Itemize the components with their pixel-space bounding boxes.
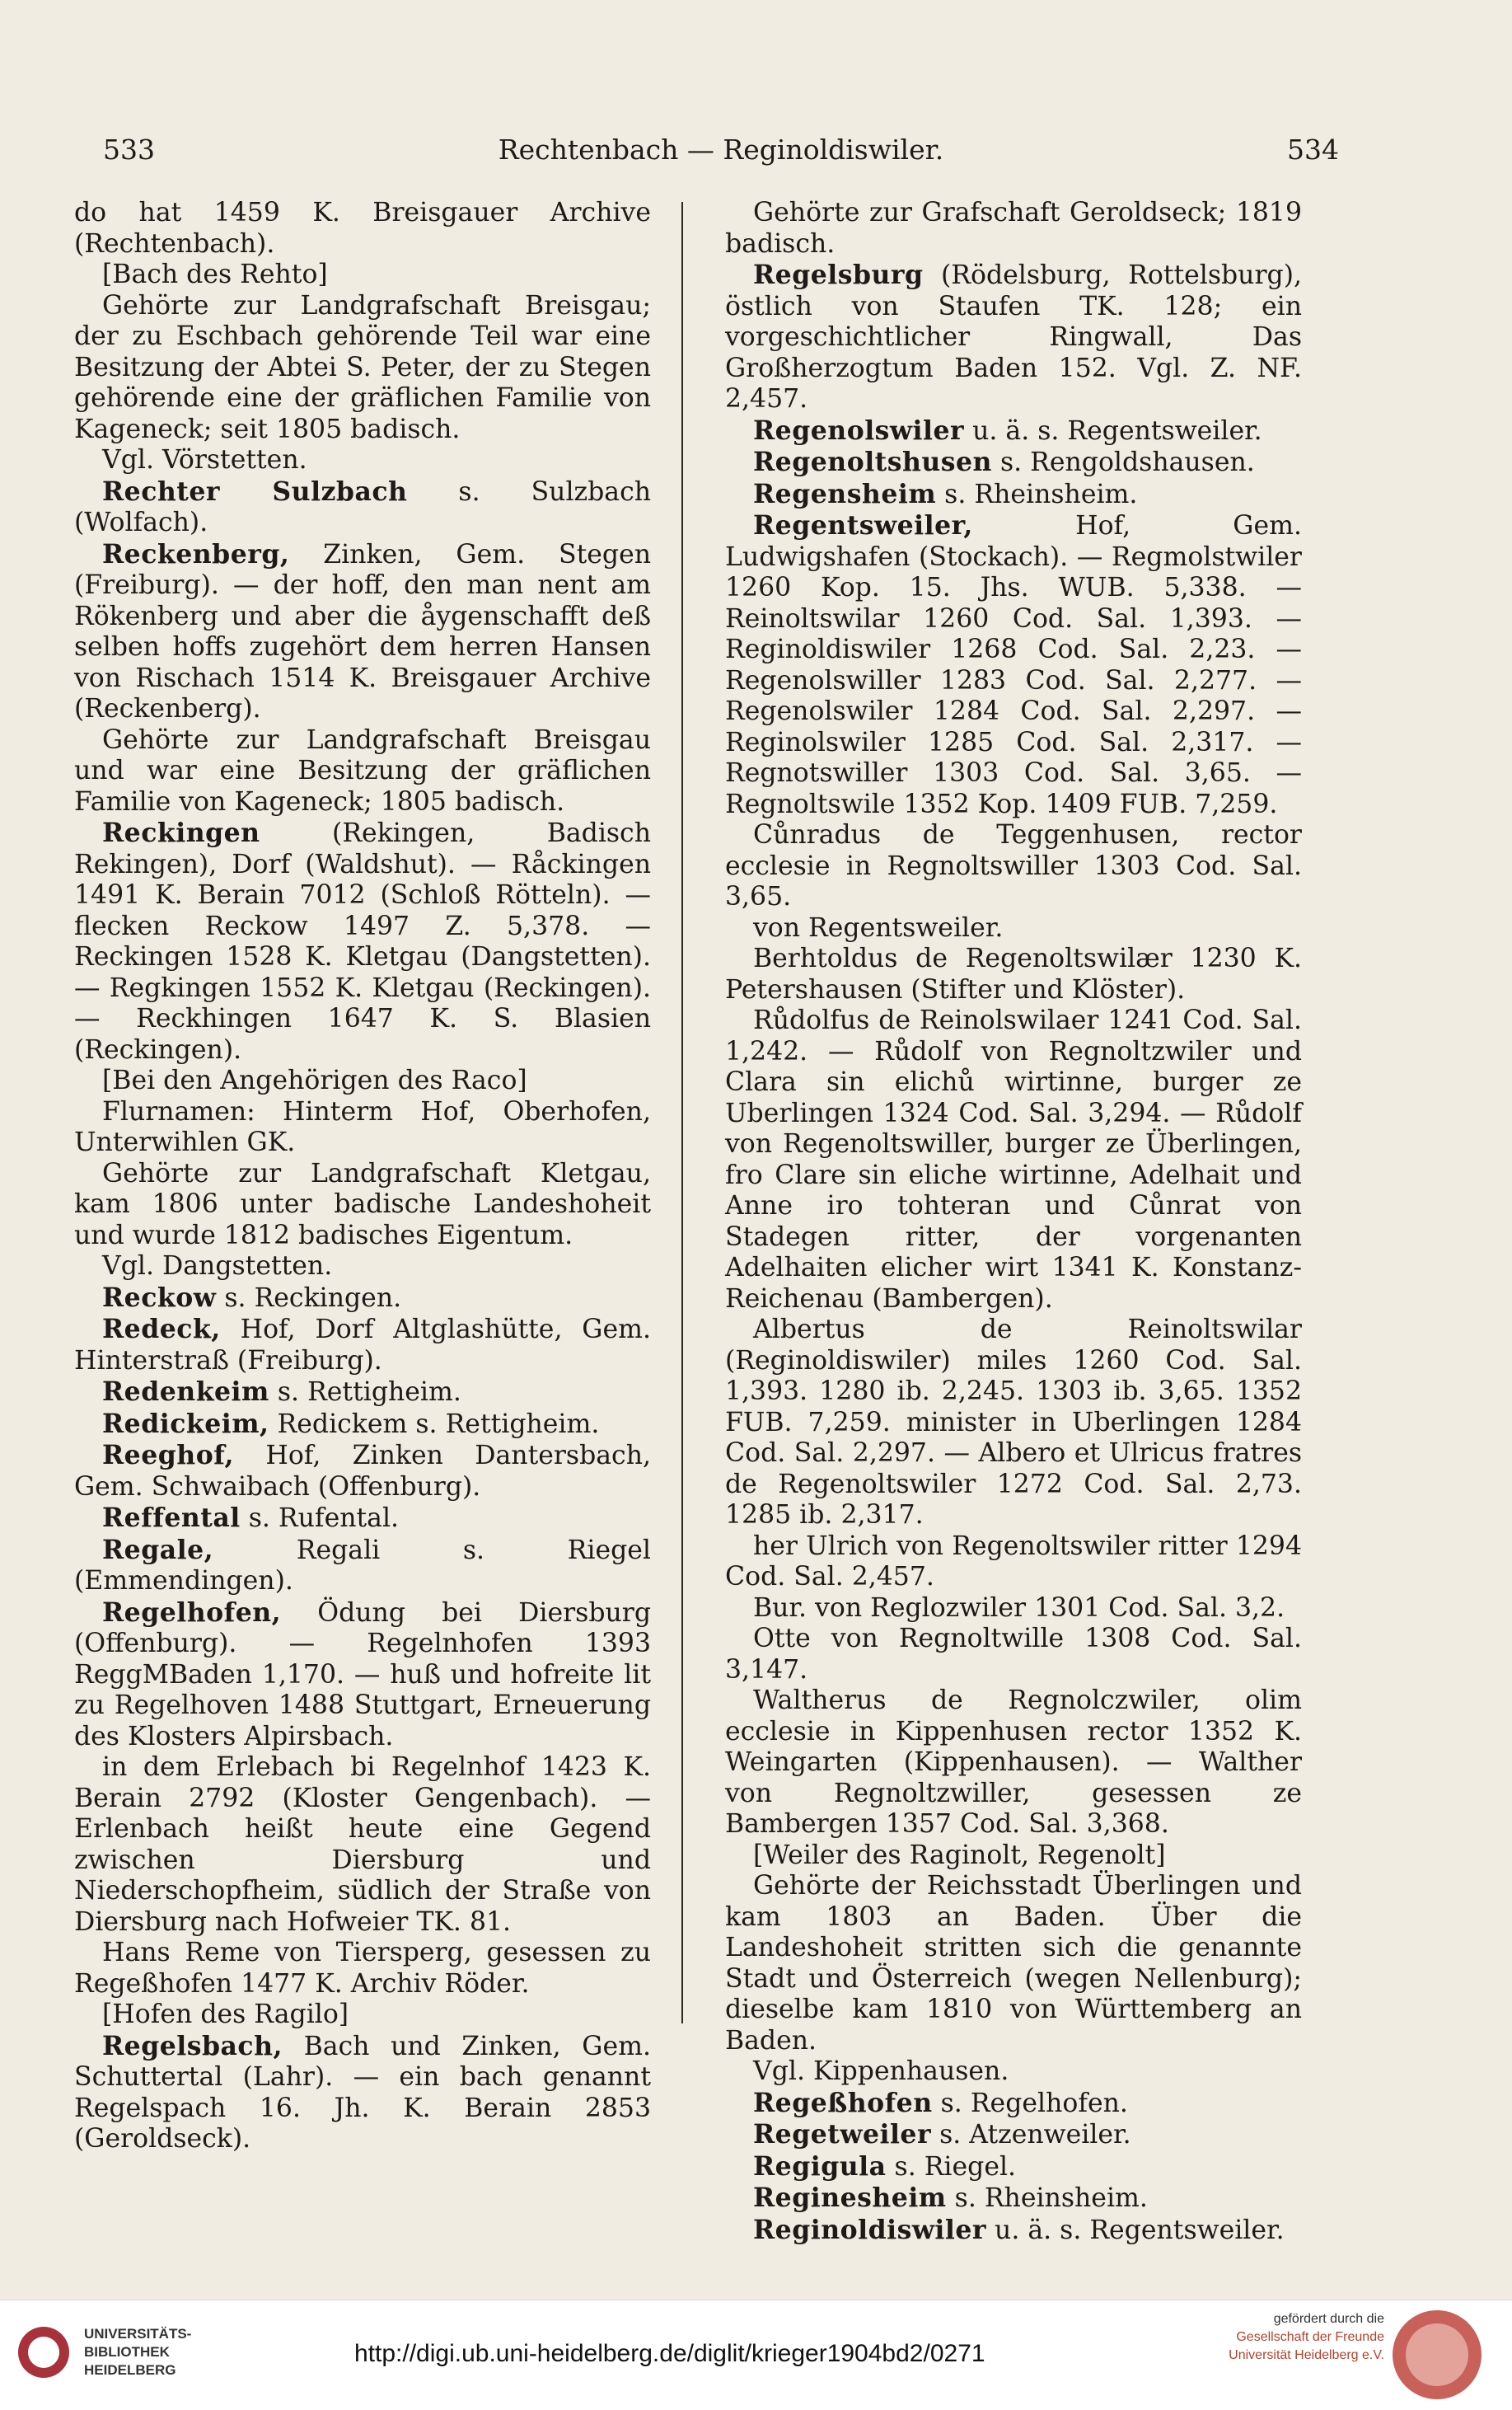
entry (74, 1314, 651, 1376)
paragraph: Růdolfus de Reinolswilaer 1241 Cod. Sal. 1,242. — Růdolf von Regnoltzwiler und Clara sin elichů wirtinne, burger ze Uberlingen 1324 Cod. Sal. 3,294. — Růdolf von Regenoltswiller, burger ze Überlingen, fro Clare sin eliche wirtinne, Adelhait und Anne iro tohteran und Cůnrat von Stadegen ritter, der vorgenanten Adelhaiten elicher wirt 1341 K. Konstanz-Reichenau (Bambergen). (725, 1006, 1302, 1314)
permalink-url[interactable]: http://digi.ub.uni-heidelberg.de/diglit/krieger1904bd2/0271 (354, 2340, 985, 2367)
column-divider (681, 202, 683, 2023)
paragraph: Otte von Regnoltwille 1308 Cod. Sal. 3,147. (725, 1624, 1302, 1685)
paragraph: in dem Erlebach bi Regelnhof 1423 K. Berain 2792 (Kloster Gengenbach). — Erlenbach heißt heute eine Gegend zwischen Diersburg und Niederschopfheim, südlich der Straße von Diersburg nach Hofweier TK. 81. (74, 1752, 651, 1937)
paragraph: [Bei den Angehörigen des Raco] (102, 1066, 527, 1095)
entry-text: s. Atzenweiler. (931, 2120, 1131, 2150)
page-header (103, 134, 1339, 173)
entry-headword: Regelsburg (753, 260, 924, 290)
entry-text: Hof, Gem. Ludwigshafen (Stockach). — Regmolstwiler 1260 Kop. 15. Jhs. WUB. 5,338. — Reinoltswilar 1260 Cod. Sal. 1,393. — Reginoldiswiler 1268 Cod. Sal. 2,23. — Regenolswiller 1283 Cod. Sal. 2,277. — Regenolswiler 1284 Cod. Sal. 2,297. — Reginolswiler 1285 Cod. Sal. 2,317. — Regnotswiller 1303 Cod. Sal. 3,65. — Regnoltswile 1352 Kop. 1409 FUB. 7,259. (725, 511, 1302, 819)
entry-text: s. Sulzbach (Wolfach). (74, 476, 651, 537)
paragraph: [Bach des Rehto] (102, 260, 328, 289)
entry-headword: Reckow (102, 1282, 217, 1313)
entry-text: u. ä. s. Regentsweiler. (986, 2215, 1285, 2245)
sponsor-text: gefördert durch die Gesellschaft der Freunde Universität Heidelberg e.V. (1229, 2312, 1384, 2362)
entry-headword: Reffental (102, 1503, 241, 1533)
entry-text: s. Rettigheim. (269, 1377, 461, 1407)
entry (74, 476, 651, 539)
entry (725, 447, 1302, 479)
entry-headword: Regenolswiler (753, 415, 965, 446)
entry-headword: Regigula (753, 2150, 887, 2182)
entry-headword: Regeßhofen (753, 2087, 933, 2118)
entry-headword: Rechter Sulzbach (102, 476, 408, 507)
entry (725, 415, 1302, 448)
entry-headword: Reginesheim (753, 2183, 947, 2213)
entry (725, 2119, 1302, 2151)
university-library-logo-icon (18, 2327, 69, 2378)
entry-headword: Regale, (102, 1534, 214, 1565)
entry-headword: Redickeim, (102, 1408, 269, 1439)
entry-headword: Reginoldiswiler (753, 2214, 987, 2245)
entry-headword: Reeghof, (102, 1440, 235, 1470)
entry (725, 510, 1302, 820)
university-seal-icon (1393, 2310, 1482, 2399)
entry (74, 1282, 651, 1315)
entry (74, 1597, 651, 1753)
entry (74, 1440, 651, 1503)
paragraph: Flurnamen: Hinterm Hof, Oberhofen, Unterwihlen GK. (74, 1096, 651, 1157)
entry (74, 1503, 651, 1535)
entry-text: Redickem s. Rettigheim. (269, 1409, 600, 1439)
entry-headword: Reckenberg, (102, 538, 290, 570)
paragraph: Gehörte zur Landgrafschaft Breisgau und war eine Besitzung der gräflichen Familie von Kageneck; 1805 badisch. (74, 724, 651, 817)
paragraph: do hat 1459 K. Breisgauer Archive (Rechtenbach). (74, 198, 651, 259)
entry-text: Regali s. Riegel (Emmendingen). (74, 1535, 651, 1596)
entry-headword: Regetweiler (753, 2119, 932, 2150)
entry (725, 479, 1302, 511)
entry (74, 2031, 651, 2155)
paragraph: Vgl. Dangstetten. (102, 1251, 333, 1281)
entry-headword: Regelhofen, (102, 1597, 282, 1628)
page-number-left: 533 (103, 134, 155, 166)
entry-text: s. Rheinsheim. (946, 2183, 1148, 2213)
library-name: UNIVERSITÄTS- BIBLIOTHEK HEIDELBERG (84, 2326, 192, 2378)
entry-headword: Regelsbach, (102, 2030, 283, 2061)
entry (74, 1376, 651, 1409)
entry-headword: Redenkeim (102, 1376, 269, 1407)
paragraph: Gehörte zur Landgrafschaft Breisgau; der zu Eschbach gehörende Teil war eine Besitzung der Abtei S. Peter, der zu Stegen gehörende eine der gräflichen Familie von Kageneck; seit 1805 badisch. (74, 290, 651, 444)
entry (74, 818, 651, 1066)
paragraph: her Ulrich von Regenoltswiler ritter 1294 Cod. Sal. 2,457. (725, 1531, 1302, 1592)
paragraph: Hans Reme von Tiersperg, gesessen zu Regeßhofen 1477 K. Archiv Röder. (74, 1938, 651, 1999)
entry-headword: Reckingen (102, 818, 260, 848)
entry-text: Zinken, Gem. Stegen (Freiburg). — der hoff, den man nent am Rökenberg und aber die åygenschafft deß selben hoffs zugehört dem herren Hansen von Rischach 1514 K. Breisgauer Archive (Reckenberg). (74, 539, 651, 724)
footer-bar (0, 2300, 1512, 2410)
running-title: Rechtenbach — Reginoldiswiler. (498, 134, 944, 166)
paragraph: Albertus de Reinoltswilar (Reginoldiswiler) miles 1260 Cod. Sal. 1,393. 1280 ib. 2,245. 1303 ib. 3,65. 1352 FUB. 7,259. minister in Uberlingen 1284 Cod. Sal. 2,297. — Albero et Ulricus fratres de Regenoltswiler 1272 Cod. Sal. 2,73. 1285 ib. 2,317. (725, 1315, 1302, 1530)
entry-text: s. Rheinsheim. (936, 479, 1138, 509)
paragraph: [Weiler des Raginolt, Regenolt] (753, 1840, 1166, 1870)
page-number-right: 534 (1287, 134, 1339, 166)
entry-text: (Rekingen, Badisch Rekingen), Dorf (Waldshut). — Råckingen 1491 K. Berain 7012 (Schloß Rötteln). — flecken Reckow 1497 Z. 5,378. — Reckingen 1528 K. Kletgau (Dangstetten). — Regkingen 1552 K. Kletgau (Reckingen). — Reckhingen 1647 K. S. Blasien (Reckingen). (74, 818, 651, 1065)
paragraph: Waltherus de Regnolczwiler, olim ecclesie in Kippenhusen rector 1352 K. Weingarten (Kippenhausen). — Walther von Regnoltzwiller, gesessen ze Bambergen 1357 Cod. Sal. 3,368. (725, 1686, 1302, 1839)
entry-text: s. Rengoldshausen. (991, 448, 1255, 477)
entry (725, 260, 1302, 415)
paragraph: Vgl. Vörstetten. (102, 445, 307, 475)
entry-headword: Redeck, (102, 1314, 221, 1344)
paragraph: Bur. von Reglozwiler 1301 Cod. Sal. 3,2. (753, 1592, 1285, 1623)
entry-text: s. Regelhofen. (932, 2088, 1128, 2118)
right-column (725, 198, 1302, 2246)
entry (725, 2151, 1302, 2183)
entry-headword: Regenoltshusen (753, 447, 992, 477)
entry-text: Bach und Zinken, Gem. Schuttertal (Lahr). — ein bach genannt Regelspach 16. Jh. K. Berain 2853 (Geroldseck). (74, 2031, 651, 2154)
entry-text: s. Riegel. (886, 2151, 1017, 2182)
entry-text: Hof, Zinken Dantersbach, Gem. Schwaibach (Offenburg). (74, 1441, 651, 1502)
entry (725, 2088, 1302, 2120)
paragraph: Vgl. Kippenhausen. (753, 2056, 1009, 2086)
paragraph: Gehörte zur Landgrafschaft Kletgau, kam 1806 unter badische Landeshoheit und wurde 1812 badisches Eigentum. (74, 1158, 651, 1250)
paragraph: Cůnradus de Teggenhusen, rector ecclesie in Regnoltswiller 1303 Cod. Sal. 3,65. (725, 820, 1302, 912)
paragraph: Gehörte der Reichsstadt Überlingen und kam 1803 an Baden. Über die Landeshoheit stritten sich die genannte Stadt und Österreich (wegen Nellenburg); dieselbe kam 1810 von Württemberg an Baden. (725, 1871, 1302, 2056)
entry-text: s. Reckingen. (216, 1282, 402, 1313)
entry (725, 2183, 1302, 2215)
entry-text: (Rödelsburg, Rottelsburg), östlich von Staufen TK. 128; ein vorgeschichtlicher Ringwall, Das Großherzogtum Baden 152. Vgl. Z. NF. 2,457. (725, 260, 1302, 414)
entry-headword: Regensheim (753, 478, 937, 509)
entry (74, 1535, 651, 1597)
paragraph: [Hofen des Ragilo] (102, 2000, 349, 2029)
entry (725, 2215, 1302, 2247)
entry-text: Hof, Dorf Altglashütte, Gem. Hinterstraß (Freiburg). (74, 1315, 651, 1376)
entry-text: s. Rufental. (240, 1503, 400, 1533)
paragraph: von Regentsweiler. (753, 912, 1004, 943)
entry-text: Ödung bei Diersburg (Offenburg). — Regelnhofen 1393 ReggMBaden 1,170. — huß und hofreite lit zu Regelhoven 1488 Stuttgart, Erneuerung des Klosters Alpirsbach. (74, 1597, 651, 1751)
paragraph: Berhtoldus de Regenoltswilær 1230 K. Petershausen (Stifter und Klöster). (725, 944, 1302, 1005)
left-column (74, 198, 651, 2155)
entry (74, 539, 651, 725)
entry (74, 1409, 651, 1441)
entry-text: u. ä. s. Regentsweiler. (964, 415, 1262, 446)
paragraph: Gehörte zur Grafschaft Geroldseck; 1819 badisch. (725, 198, 1302, 259)
entry-headword: Regentsweiler, (753, 510, 973, 541)
